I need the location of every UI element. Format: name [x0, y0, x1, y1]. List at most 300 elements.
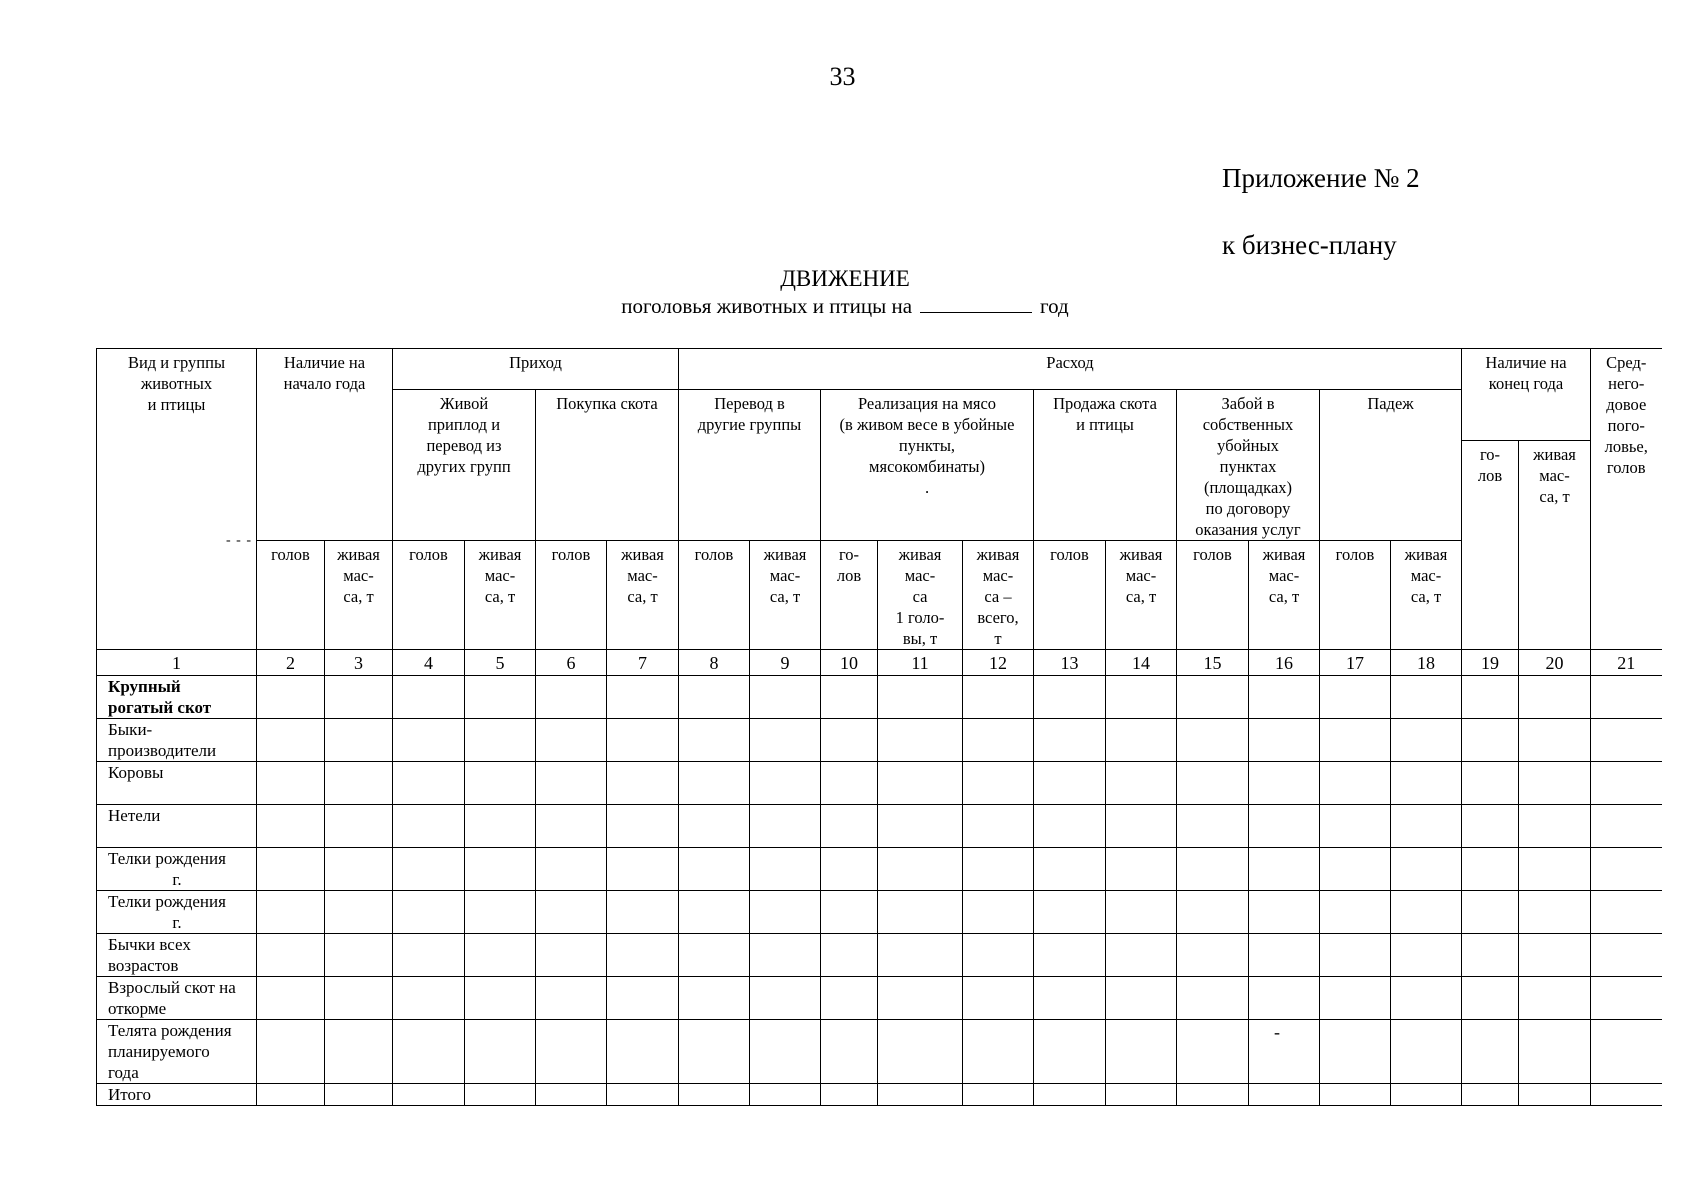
table-cell — [1177, 762, 1249, 805]
table-cell — [878, 762, 963, 805]
table-cell — [1519, 891, 1591, 934]
column-number-11: 11 — [878, 650, 963, 676]
table-cell — [1034, 1020, 1106, 1084]
table-cell — [821, 848, 878, 891]
table-cell — [465, 1020, 536, 1084]
header-meat-heads: го- лов — [821, 541, 878, 650]
table-cell — [821, 719, 878, 762]
table-cell — [750, 848, 821, 891]
row-label-line: Коровы — [108, 763, 164, 782]
table-cell — [393, 1020, 465, 1084]
header-group: Вид и группы животных и птицы — [97, 349, 257, 650]
header-purchase: Покупка скота — [536, 390, 679, 541]
table-cell — [1591, 848, 1662, 891]
table-cell — [750, 1020, 821, 1084]
table-cell — [257, 1020, 325, 1084]
table-cell — [607, 1020, 679, 1084]
stray-dash-mark: - - - — [226, 533, 252, 548]
table-cell — [607, 719, 679, 762]
table-cell — [1391, 1020, 1462, 1084]
row-label-line: Взрослый скот на — [108, 978, 236, 997]
row-label-line: Быки- — [108, 720, 153, 739]
table-cell — [465, 805, 536, 848]
row-label-line: Телята рождения — [108, 1021, 232, 1040]
header-transfer-live-weight: живая мас- са, т — [750, 541, 821, 650]
table-cell — [607, 1084, 679, 1106]
table-cell — [257, 805, 325, 848]
table-cell — [963, 977, 1034, 1020]
table-cell — [1519, 848, 1591, 891]
table-cell — [821, 1084, 878, 1106]
column-number-1: 1 — [97, 650, 257, 676]
table-cell — [325, 1020, 393, 1084]
column-number-12: 12 — [963, 650, 1034, 676]
row-label — [97, 762, 257, 805]
header-end-heads: го- лов — [1462, 441, 1519, 650]
table-cell — [536, 762, 607, 805]
column-number-21: 21 — [1591, 650, 1662, 676]
table-cell — [1106, 934, 1177, 977]
table-row — [97, 891, 1662, 934]
table-cell — [536, 848, 607, 891]
row-label-line: года — [108, 1063, 139, 1082]
row-label — [97, 977, 257, 1020]
table-cell — [963, 762, 1034, 805]
table-cell — [963, 805, 1034, 848]
row-label-line: откорме — [108, 999, 167, 1018]
table-cell — [1106, 891, 1177, 934]
column-number-9: 9 — [750, 650, 821, 676]
appendix-subtitle: к бизнес-плану — [1222, 230, 1397, 260]
column-number-8: 8 — [679, 650, 750, 676]
table-cell — [750, 762, 821, 805]
table-cell — [1519, 1020, 1591, 1084]
column-number-20: 20 — [1519, 650, 1591, 676]
table-cell — [878, 676, 963, 719]
table-cell — [465, 891, 536, 934]
table-cell — [536, 805, 607, 848]
row-label-line: производители — [108, 741, 217, 760]
table-cell — [1391, 1084, 1462, 1106]
table-cell — [1462, 805, 1519, 848]
table-row — [97, 805, 1662, 848]
column-number-6: 6 — [536, 650, 607, 676]
table-cell — [1177, 977, 1249, 1020]
table-cell — [1249, 762, 1320, 805]
table-cell — [821, 676, 878, 719]
table-cell — [1034, 676, 1106, 719]
header-death-live-weight: живая мас- са, т — [1391, 541, 1462, 650]
table-cell — [1519, 934, 1591, 977]
table-cell — [1106, 762, 1177, 805]
table-cell — [536, 1084, 607, 1106]
column-number-7: 7 — [607, 650, 679, 676]
table-cell — [325, 977, 393, 1020]
table-cell — [465, 676, 536, 719]
table-cell — [607, 934, 679, 977]
table-cell — [1106, 1020, 1177, 1084]
table-row — [97, 1084, 1662, 1106]
header-purchase-heads: голов — [536, 541, 607, 650]
table-cell — [465, 934, 536, 977]
table-cell — [465, 1084, 536, 1106]
table-cell — [1034, 977, 1106, 1020]
table-cell — [1034, 805, 1106, 848]
header-expense: Расход — [679, 349, 1462, 390]
document-title: ДВИЖЕНИЕ — [780, 266, 910, 291]
page-number: 33 — [829, 62, 856, 91]
table-cell — [325, 719, 393, 762]
table-cell — [750, 676, 821, 719]
table-cell — [257, 762, 325, 805]
column-number-3: 3 — [325, 650, 393, 676]
table-cell — [878, 934, 963, 977]
table-cell — [257, 719, 325, 762]
table-cell — [1519, 719, 1591, 762]
table-cell — [536, 1020, 607, 1084]
table-cell — [536, 891, 607, 934]
subtitle-year: год — [1040, 294, 1069, 318]
table-cell — [1249, 891, 1320, 934]
row-label-line: г. — [172, 913, 182, 932]
table-cell — [607, 891, 679, 934]
table-cell — [963, 719, 1034, 762]
table-cell — [1391, 676, 1462, 719]
table-cell — [1177, 1020, 1249, 1084]
table-cell — [963, 1020, 1034, 1084]
table-cell — [821, 805, 878, 848]
table-cell — [1462, 891, 1519, 934]
table-cell — [1320, 1084, 1391, 1106]
table-cell — [1177, 719, 1249, 762]
table-cell — [257, 848, 325, 891]
table-cell — [1391, 977, 1462, 1020]
row-label — [97, 719, 257, 762]
table-cell — [1591, 1020, 1662, 1084]
header-transfer-heads: голов — [679, 541, 750, 650]
header-meat-live-weight-total: живая мас- са – всего, т — [963, 541, 1034, 650]
table-cell — [607, 676, 679, 719]
table-cell — [878, 719, 963, 762]
table-cell — [1034, 934, 1106, 977]
livestock-movement-grid — [96, 348, 1662, 1106]
header-births: Живой приплод и перевод из других групп — [393, 390, 536, 541]
table-cell — [1249, 676, 1320, 719]
table-cell — [750, 1084, 821, 1106]
table-cell — [1320, 676, 1391, 719]
column-number-10: 10 — [821, 650, 878, 676]
table-cell — [679, 805, 750, 848]
table-cell — [1462, 676, 1519, 719]
table-cell — [1249, 934, 1320, 977]
header-income: Приход — [393, 349, 679, 390]
table-cell — [878, 1084, 963, 1106]
table-cell — [1320, 891, 1391, 934]
table-cell — [1391, 805, 1462, 848]
table-cell — [393, 719, 465, 762]
table-cell — [1249, 719, 1320, 762]
header-slaughter: Забой в собственных убойных пунктах (площадках) по договору оказания услуг — [1177, 390, 1320, 541]
table-cell — [679, 934, 750, 977]
table-cell — [750, 805, 821, 848]
table-cell — [1106, 805, 1177, 848]
row-label — [97, 805, 257, 848]
table-cell — [257, 676, 325, 719]
table-cell — [1320, 805, 1391, 848]
document-subtitle — [0, 294, 1685, 319]
header-meat-live-weight-head: живая мас- са 1 голо- вы, т — [878, 541, 963, 650]
header-start-heads: голов — [257, 541, 325, 650]
header-sale-live-weight: живая мас- са, т — [1106, 541, 1177, 650]
table-cell — [536, 719, 607, 762]
table-cell — [1391, 934, 1462, 977]
table-row — [97, 762, 1662, 805]
year-blank-line — [920, 294, 1032, 313]
header-births-heads: голов — [393, 541, 465, 650]
table-cell — [1591, 977, 1662, 1020]
table-cell — [1249, 1084, 1320, 1106]
table-cell — [1462, 762, 1519, 805]
table-cell — [325, 805, 393, 848]
table-cell — [1391, 719, 1462, 762]
table-cell — [607, 805, 679, 848]
header-sale-heads: голов — [1034, 541, 1106, 650]
table-cell — [393, 934, 465, 977]
row-label-line: рогатый скот — [108, 698, 212, 717]
table-cell — [963, 848, 1034, 891]
table-cell — [257, 977, 325, 1020]
header-livestock-sale: Продажа скота и птицы — [1034, 390, 1177, 541]
table-cell — [536, 676, 607, 719]
header-start-live-weight: живая мас- са, т — [325, 541, 393, 650]
column-number-15: 15 — [1177, 650, 1249, 676]
row-label-line: планируемого — [108, 1042, 210, 1061]
row-label-line: г. — [172, 870, 182, 889]
table-cell — [257, 891, 325, 934]
table-cell — [1177, 676, 1249, 719]
table-cell — [1320, 977, 1391, 1020]
table-cell — [325, 1084, 393, 1106]
table-cell — [607, 848, 679, 891]
header-end-live-weight: живая мас- са, т — [1519, 441, 1591, 650]
table-cell — [325, 848, 393, 891]
table-cell — [679, 977, 750, 1020]
table-cell — [1034, 848, 1106, 891]
header-death: Падеж — [1320, 390, 1462, 541]
table-cell — [1249, 848, 1320, 891]
row-label — [97, 891, 257, 934]
column-number-16: 16 — [1249, 650, 1320, 676]
table-cell — [679, 1084, 750, 1106]
row-label — [97, 1020, 257, 1084]
table-cell — [1462, 1084, 1519, 1106]
table-cell — [607, 977, 679, 1020]
table-cell — [1391, 848, 1462, 891]
table-cell — [1391, 891, 1462, 934]
row-label — [97, 1084, 257, 1106]
table-cell — [679, 719, 750, 762]
table-cell — [1591, 805, 1662, 848]
table-cell — [963, 1084, 1034, 1106]
table-cell — [1106, 676, 1177, 719]
table-row — [97, 848, 1662, 891]
table-cell — [536, 934, 607, 977]
column-number-13: 13 — [1034, 650, 1106, 676]
table-row — [97, 1020, 1662, 1084]
table-cell — [536, 977, 607, 1020]
table-cell — [465, 848, 536, 891]
table-cell — [1249, 977, 1320, 1020]
table-cell — [679, 762, 750, 805]
row-label-line: Нетели — [108, 806, 161, 825]
table-row — [97, 977, 1662, 1020]
table-cell — [257, 1084, 325, 1106]
table-cell — [1462, 719, 1519, 762]
table-cell — [878, 805, 963, 848]
table-cell — [1519, 762, 1591, 805]
table-cell — [465, 977, 536, 1020]
row-label-line: Бычки всех — [108, 935, 191, 954]
header-death-heads: голов — [1320, 541, 1391, 650]
table-cell — [750, 934, 821, 977]
row-label — [97, 934, 257, 977]
table-cell — [1591, 762, 1662, 805]
table-cell — [257, 934, 325, 977]
column-number-17: 17 — [1320, 650, 1391, 676]
header-average: Сред- него- довое пого- ловье, голов — [1591, 349, 1662, 650]
table-cell — [1034, 762, 1106, 805]
table-cell — [1320, 1020, 1391, 1084]
table-cell — [821, 977, 878, 1020]
table-row — [97, 676, 1662, 719]
table-cell — [1591, 676, 1662, 719]
table-cell — [1106, 977, 1177, 1020]
table-cell — [679, 891, 750, 934]
table-cell — [1519, 676, 1591, 719]
table-cell — [878, 1020, 963, 1084]
table-cell — [1391, 762, 1462, 805]
table-cell — [1519, 1084, 1591, 1106]
table-cell — [679, 676, 750, 719]
table-cell — [1519, 977, 1591, 1020]
header-end-of-year: Наличие на конец года — [1462, 349, 1591, 441]
table-cell — [750, 719, 821, 762]
table-cell — [963, 676, 1034, 719]
column-number-5: 5 — [465, 650, 536, 676]
header-meat-sale: Реализация на мясо (в живом весе в убойные пункты, мясокомбинаты) . — [821, 390, 1034, 541]
table-cell — [1462, 934, 1519, 977]
row-label-line: Итого — [108, 1085, 152, 1104]
column-number-4: 4 — [393, 650, 465, 676]
table-cell — [878, 848, 963, 891]
table-cell — [1591, 934, 1662, 977]
table-cell — [1177, 934, 1249, 977]
table-cell — [1034, 1084, 1106, 1106]
table-cell — [607, 762, 679, 805]
table-cell — [878, 891, 963, 934]
row-label-line: Крупный — [108, 677, 181, 696]
table-cell — [325, 676, 393, 719]
row-label-line: Телки рождения — [108, 892, 226, 911]
subtitle-text: поголовья животных и птицы на — [621, 294, 913, 318]
table-cell — [679, 1020, 750, 1084]
table-cell — [1249, 805, 1320, 848]
header-purchase-live-weight: живая мас- са, т — [607, 541, 679, 650]
table-cell — [1519, 805, 1591, 848]
header-slaughter-live-weight: живая мас- са, т — [1249, 541, 1320, 650]
stray-dot-mark: - — [1274, 1022, 1280, 1042]
header-slaughter-heads: голов — [1177, 541, 1249, 650]
table-cell — [821, 762, 878, 805]
table-row — [97, 719, 1662, 762]
header-start-of-year: Наличие на начало года — [257, 349, 393, 541]
table-cell — [821, 934, 878, 977]
table-cell — [1591, 719, 1662, 762]
table-cell — [1106, 848, 1177, 891]
table-cell — [1106, 1084, 1177, 1106]
table-cell — [325, 762, 393, 805]
column-number-18: 18 — [1391, 650, 1462, 676]
table-cell — [325, 891, 393, 934]
table-cell — [1177, 891, 1249, 934]
table-cell — [1106, 719, 1177, 762]
table-cell — [1591, 1084, 1662, 1106]
table-cell — [1462, 848, 1519, 891]
table-cell — [325, 934, 393, 977]
table-cell — [393, 977, 465, 1020]
table-cell — [1177, 1084, 1249, 1106]
table-cell — [963, 934, 1034, 977]
table-cell — [465, 719, 536, 762]
table-cell — [393, 1084, 465, 1106]
table-cell — [1320, 934, 1391, 977]
table-cell — [878, 977, 963, 1020]
table-cell — [393, 848, 465, 891]
table-cell — [1320, 848, 1391, 891]
row-label-line: Телки рождения — [108, 849, 226, 868]
row-label — [97, 848, 257, 891]
table-cell — [1249, 1020, 1320, 1084]
table-cell — [1177, 848, 1249, 891]
table-cell — [750, 977, 821, 1020]
table-cell — [1591, 891, 1662, 934]
table-cell — [1462, 977, 1519, 1020]
table-cell — [750, 891, 821, 934]
table-cell — [1320, 762, 1391, 805]
table-cell — [963, 891, 1034, 934]
table-cell — [393, 676, 465, 719]
table-cell — [393, 762, 465, 805]
header-births-live-weight: живая мас- са, т — [465, 541, 536, 650]
table-cell — [1320, 719, 1391, 762]
table-cell — [393, 891, 465, 934]
column-number-14: 14 — [1106, 650, 1177, 676]
table-cell — [821, 891, 878, 934]
table-row — [97, 934, 1662, 977]
table-cell — [465, 762, 536, 805]
table-cell — [821, 1020, 878, 1084]
table-cell — [1177, 805, 1249, 848]
table-cell — [679, 848, 750, 891]
table-cell — [393, 805, 465, 848]
header-transfer: Перевод в другие группы — [679, 390, 821, 541]
appendix-label: Приложение № 2 — [1222, 163, 1420, 193]
table-cell — [1034, 719, 1106, 762]
column-number-19: 19 — [1462, 650, 1519, 676]
table-cell — [1462, 1020, 1519, 1084]
column-number-2: 2 — [257, 650, 325, 676]
table-cell — [1034, 891, 1106, 934]
